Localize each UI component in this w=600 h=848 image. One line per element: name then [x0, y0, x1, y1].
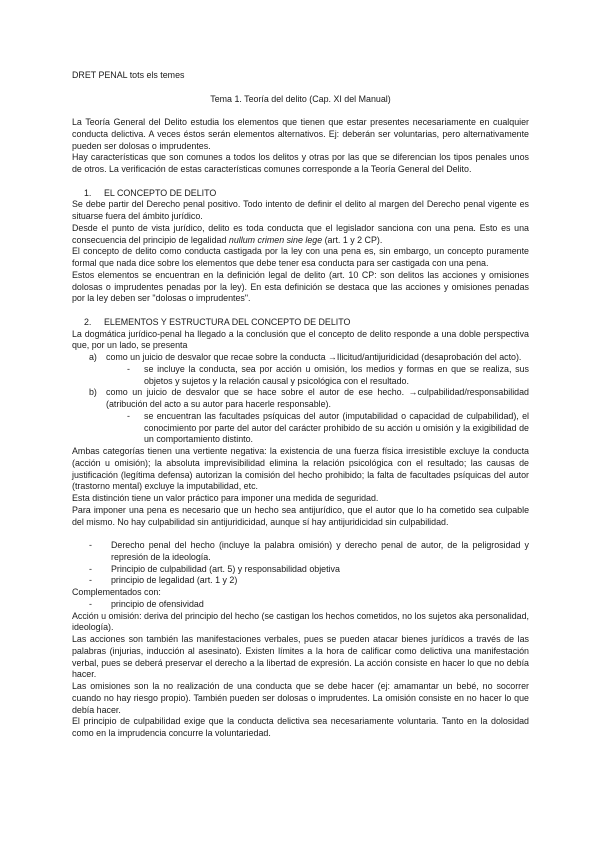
- principle-text-2: Principio de culpabilidad (art. 5) y responsabilidad objetiva: [111, 563, 340, 574]
- section-2-paragraph-ambas: Ambas categorías tienen una vertiente negativa: la existencia de una fuerza física irresistible excluye la conducta (acción u omisión); la absoluta imprevisibilidad elimina la relación psicológica con el resultado; las causas de justificación (legítima defensa) autorizan la comisión del hecho prohibido; la falta de facultades psíquicas del autor (trastorno mental) excluye la imputabilidad, etc.: [72, 446, 529, 492]
- section-1-paragraph-3: El concepto de delito como conducta castigada por la ley con una pena es, sin embargo, un concepto puramente formal que nada dice sobre los elementos que debe tener esa conducta para ser castigada con una pena.: [72, 246, 529, 268]
- section-2-title: ELEMENTOS Y ESTRUCTURA DEL CONCEPTO DE DELITO: [104, 316, 351, 327]
- sub-marker-a: -: [127, 363, 130, 374]
- sub-text-a: se incluye la conducta, sea por acción u omisión, los medios y formas en que se realiza, sus objetos y sujetos y la relación causal y psicológica con el resultado.: [144, 363, 529, 386]
- sub-item-b: [72, 411, 529, 446]
- section-1-heading: [72, 188, 529, 200]
- principle-text-3: principio de legalidad (art. 1 y 2): [111, 575, 238, 586]
- complement-marker: -: [89, 598, 92, 609]
- complement-label: Complementados con:: [72, 587, 161, 597]
- list-item-a: [72, 352, 529, 364]
- closing-paragraph-2: Las acciones son también las manifestaciones verbales, pues se pueden atacar bienes jurídicos a través de las palabras (injurias, inducción al asesinato). Existen límites a la hora de calificar como delictiva una manifestación verbal, pues se deberá preservar el derecho a la libertad de expresión. La acción consiste en hacer lo que no debía hacer.: [72, 634, 529, 680]
- principle-item-3: [72, 575, 529, 587]
- list-marker-a: a): [89, 352, 97, 362]
- section-2-paragraph-imponer: Para imponer una pena es necesario que un hecho sea antijurídico, que el autor que lo ha cometido sea culpable del mismo. No hay culpabilidad sin antijuridicidad, aunque sí hay antijuridicidad sin culpabilidad.: [72, 504, 529, 527]
- principle-marker: -: [89, 540, 92, 550]
- principle-marker: -: [89, 563, 92, 574]
- section-2-heading: [72, 317, 529, 329]
- section-2-intro: La dogmática jurídico-penal ha llegado a la conclusión que el concepto de delito responde a una doble perspectiva que, por un lado, se presenta: [72, 328, 529, 351]
- complement-item-1: [72, 599, 529, 611]
- section-2-number: 2.: [84, 316, 92, 327]
- complement-text-1: principio de ofensividad: [111, 598, 204, 609]
- intro-paragraph-2: Hay características que son comunes a todos los delitos y otras por las que se diferencian los tipos penales unos de otros. La verificación de estas características comunes corresponde a la Teoría General del Delito.: [72, 152, 529, 174]
- principle-item-1: [72, 540, 529, 564]
- section-1-title: EL CONCEPTO DE DELITO: [104, 187, 217, 198]
- list-marker-b: b): [89, 387, 97, 398]
- principle-marker: -: [89, 575, 92, 586]
- section-1-number: 1.: [84, 187, 92, 198]
- closing-paragraph-4: El principio de culpabilidad exige que la conducta delictiva sea necesariamente voluntaria. Tanto en la dolosidad como en la imprudencia concurre la voluntariedad.: [72, 716, 529, 738]
- latin-maxim: nullum crimen sine lege: [228, 234, 323, 245]
- document-page: [72, 70, 529, 740]
- closing-paragraph-3: Las omisiones son la no realización de una conducta que se debe hacer (ej: amamantar un bebé, no socorrer cuando no hay riesgo propio). También pueden ser dolosas o imprudentes. La omisión consiste en no hacer lo que debía hacer.: [72, 681, 529, 715]
- sub-item-a: [72, 364, 529, 388]
- intro-paragraph-1: La Teoría General del Delito estudia los elementos que tienen que estar presentes necesariamente en cualquier conducta delictiva. A veces éstos serán elementos alternativos. Ej: deberán ser voluntarias, pero alternativamente pueden ser dolosas o imprudentes.: [72, 117, 529, 151]
- list-item-b: [72, 387, 529, 411]
- section-1-paragraph-1: Se debe partir del Derecho penal positivo. Todo intento de definir el delito al margen del Derecho penal vigente es situarse fuera del ámbito jurídico.: [72, 199, 529, 221]
- section-1-paragraph-2: Desde el punto de vista jurídico, delito es toda conducta que el legislador sanciona con una pena. Esto es una consecuencia del principio de legalidad nullum crimen sine lege (art. 1 y 2 CP).: [72, 222, 529, 245]
- sub-marker-b: -: [127, 410, 130, 421]
- document-title: Tema 1. Teoría del delito (Cap. XI del Manual): [210, 93, 391, 104]
- document-header: DRET PENAL tots els temes: [72, 70, 185, 80]
- section-1-paragraph-4: Estos elementos se encuentran en la definición legal de delito (art. 10 CP: son delitos las acciones y omisiones dolosas o imprudentes penadas por la ley). En esta definición se destaca que las acciones y omisiones penadas por la ley deben ser "dolosas o imprudentes".: [72, 269, 529, 304]
- list-text-a: como un juicio de desvalor que recae sobre la conducta →Ilicitud/antijuridicidad (desaprobación del acto).: [106, 352, 522, 362]
- section-2-paragraph-distincion: Esta distinción tiene un valor práctico para imponer una medida de seguridad.: [72, 493, 379, 503]
- principle-item-2: [72, 564, 529, 576]
- principle-text-1: Derecho penal del hecho (incluye la palabra omisión) y derecho penal de autor, de la peligrosidad y represión de la ideología.: [111, 540, 529, 562]
- closing-paragraph-1: Acción u omisión: deriva del principio del hecho (se castigan los hechos cometidos, no los sujetos aka personalidad, ideología).: [72, 610, 529, 633]
- list-text-b: como un juicio de desvalor que se hace sobre el autor de ese hecho. →culpabilidad/responsabilidad (atribución del acto a su autor para hacerle responsable).: [106, 387, 529, 409]
- sub-text-b: se encuentran las facultades psíquicas del autor (imputabilidad o capacidad de culpabilidad), el conocimiento por parte del autor del carácter prohibido de su acción u omisión y la exigibilidad de un comportamiento distinto.: [144, 410, 529, 445]
